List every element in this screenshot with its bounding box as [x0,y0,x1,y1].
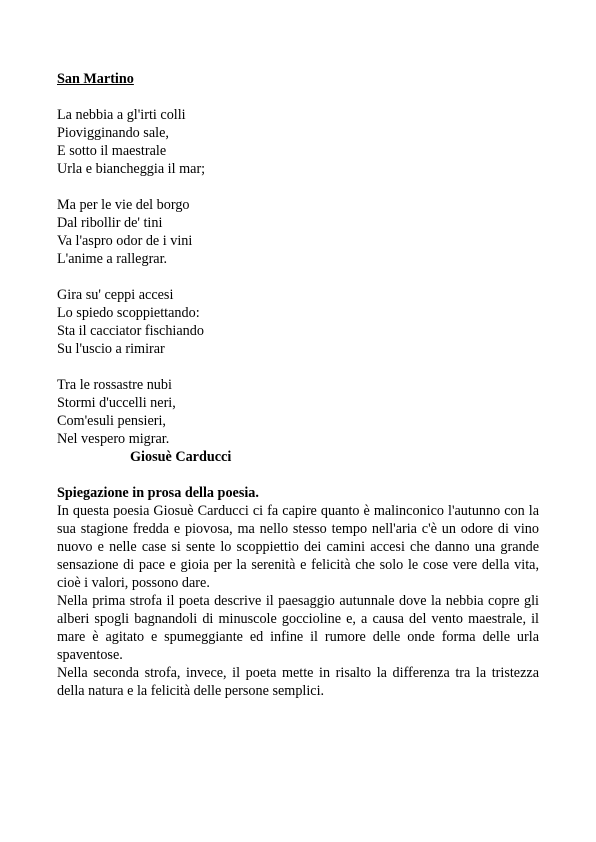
verse-line: Sta il cacciator fischiando [57,323,204,339]
verse-line: Su l'uscio a rimirar [57,341,165,357]
verse-line: L'anime a rallegrar. [57,251,168,267]
explanation-heading: Spiegazione in prosa della poesia. [57,485,259,501]
explanation-paragraph: Nella seconda strofa, invece, il poeta mette in risalto la differenza tra la tristezza della natura e la felicità delle persone semplici. [57,665,539,699]
stanza-3 [57,286,539,358]
document-content [57,70,539,700]
verse-line: Com'esuli pensieri, [57,413,166,429]
stanza-2 [57,196,539,268]
stanza-1 [57,106,539,178]
verse-line: Lo spiedo scoppiettando: [57,305,200,321]
verse-line: Ma per le vie del borgo [57,197,190,213]
verse-line: La nebbia a gl'irti colli [57,107,186,123]
verse-line: Dal ribollir de' tini [57,215,163,231]
explanation-paragraph: In questa poesia Giosuè Carducci ci fa capire quanto è malinconico l'autunno con la sua stagione fredda e piovosa, ma nello stesso tempo nell'aria c'è un odore di vino nuovo e nelle case si sente lo scoppiettio dei camini accesi che danno una grande sensazione di pace e gioia per la serenità e felicità che solo le cose vere della vita, cioè i valori, possono dare. [57,503,539,591]
explanation-paragraph: Nella prima strofa il poeta descrive il paesaggio autunnale dove la nebbia copre gli alberi spogli bagnandoli di minuscole goccioline e, a causa del vento maestrale, il mare è agitato e spumeggiante ed infine il rumore delle onde forma delle urla spaventose. [57,593,539,663]
verse-line: Urla e biancheggia il mar; [57,161,206,177]
verse-line: Nel vespero migrar. [57,431,170,447]
poem-title: San Martino [57,71,134,87]
verse-line: Piovigginando sale, [57,125,169,141]
poem-author: Giosuè Carducci [130,449,232,465]
verse-line: Va l'aspro odor de i vini [57,233,193,249]
verse-line: Tra le rossastre nubi [57,377,172,393]
verse-line: Stormi d'uccelli neri, [57,395,176,411]
stanza-4 [57,376,539,448]
verse-line: E sotto il maestrale [57,143,167,159]
verse-line: Gira su' ceppi accesi [57,287,174,303]
